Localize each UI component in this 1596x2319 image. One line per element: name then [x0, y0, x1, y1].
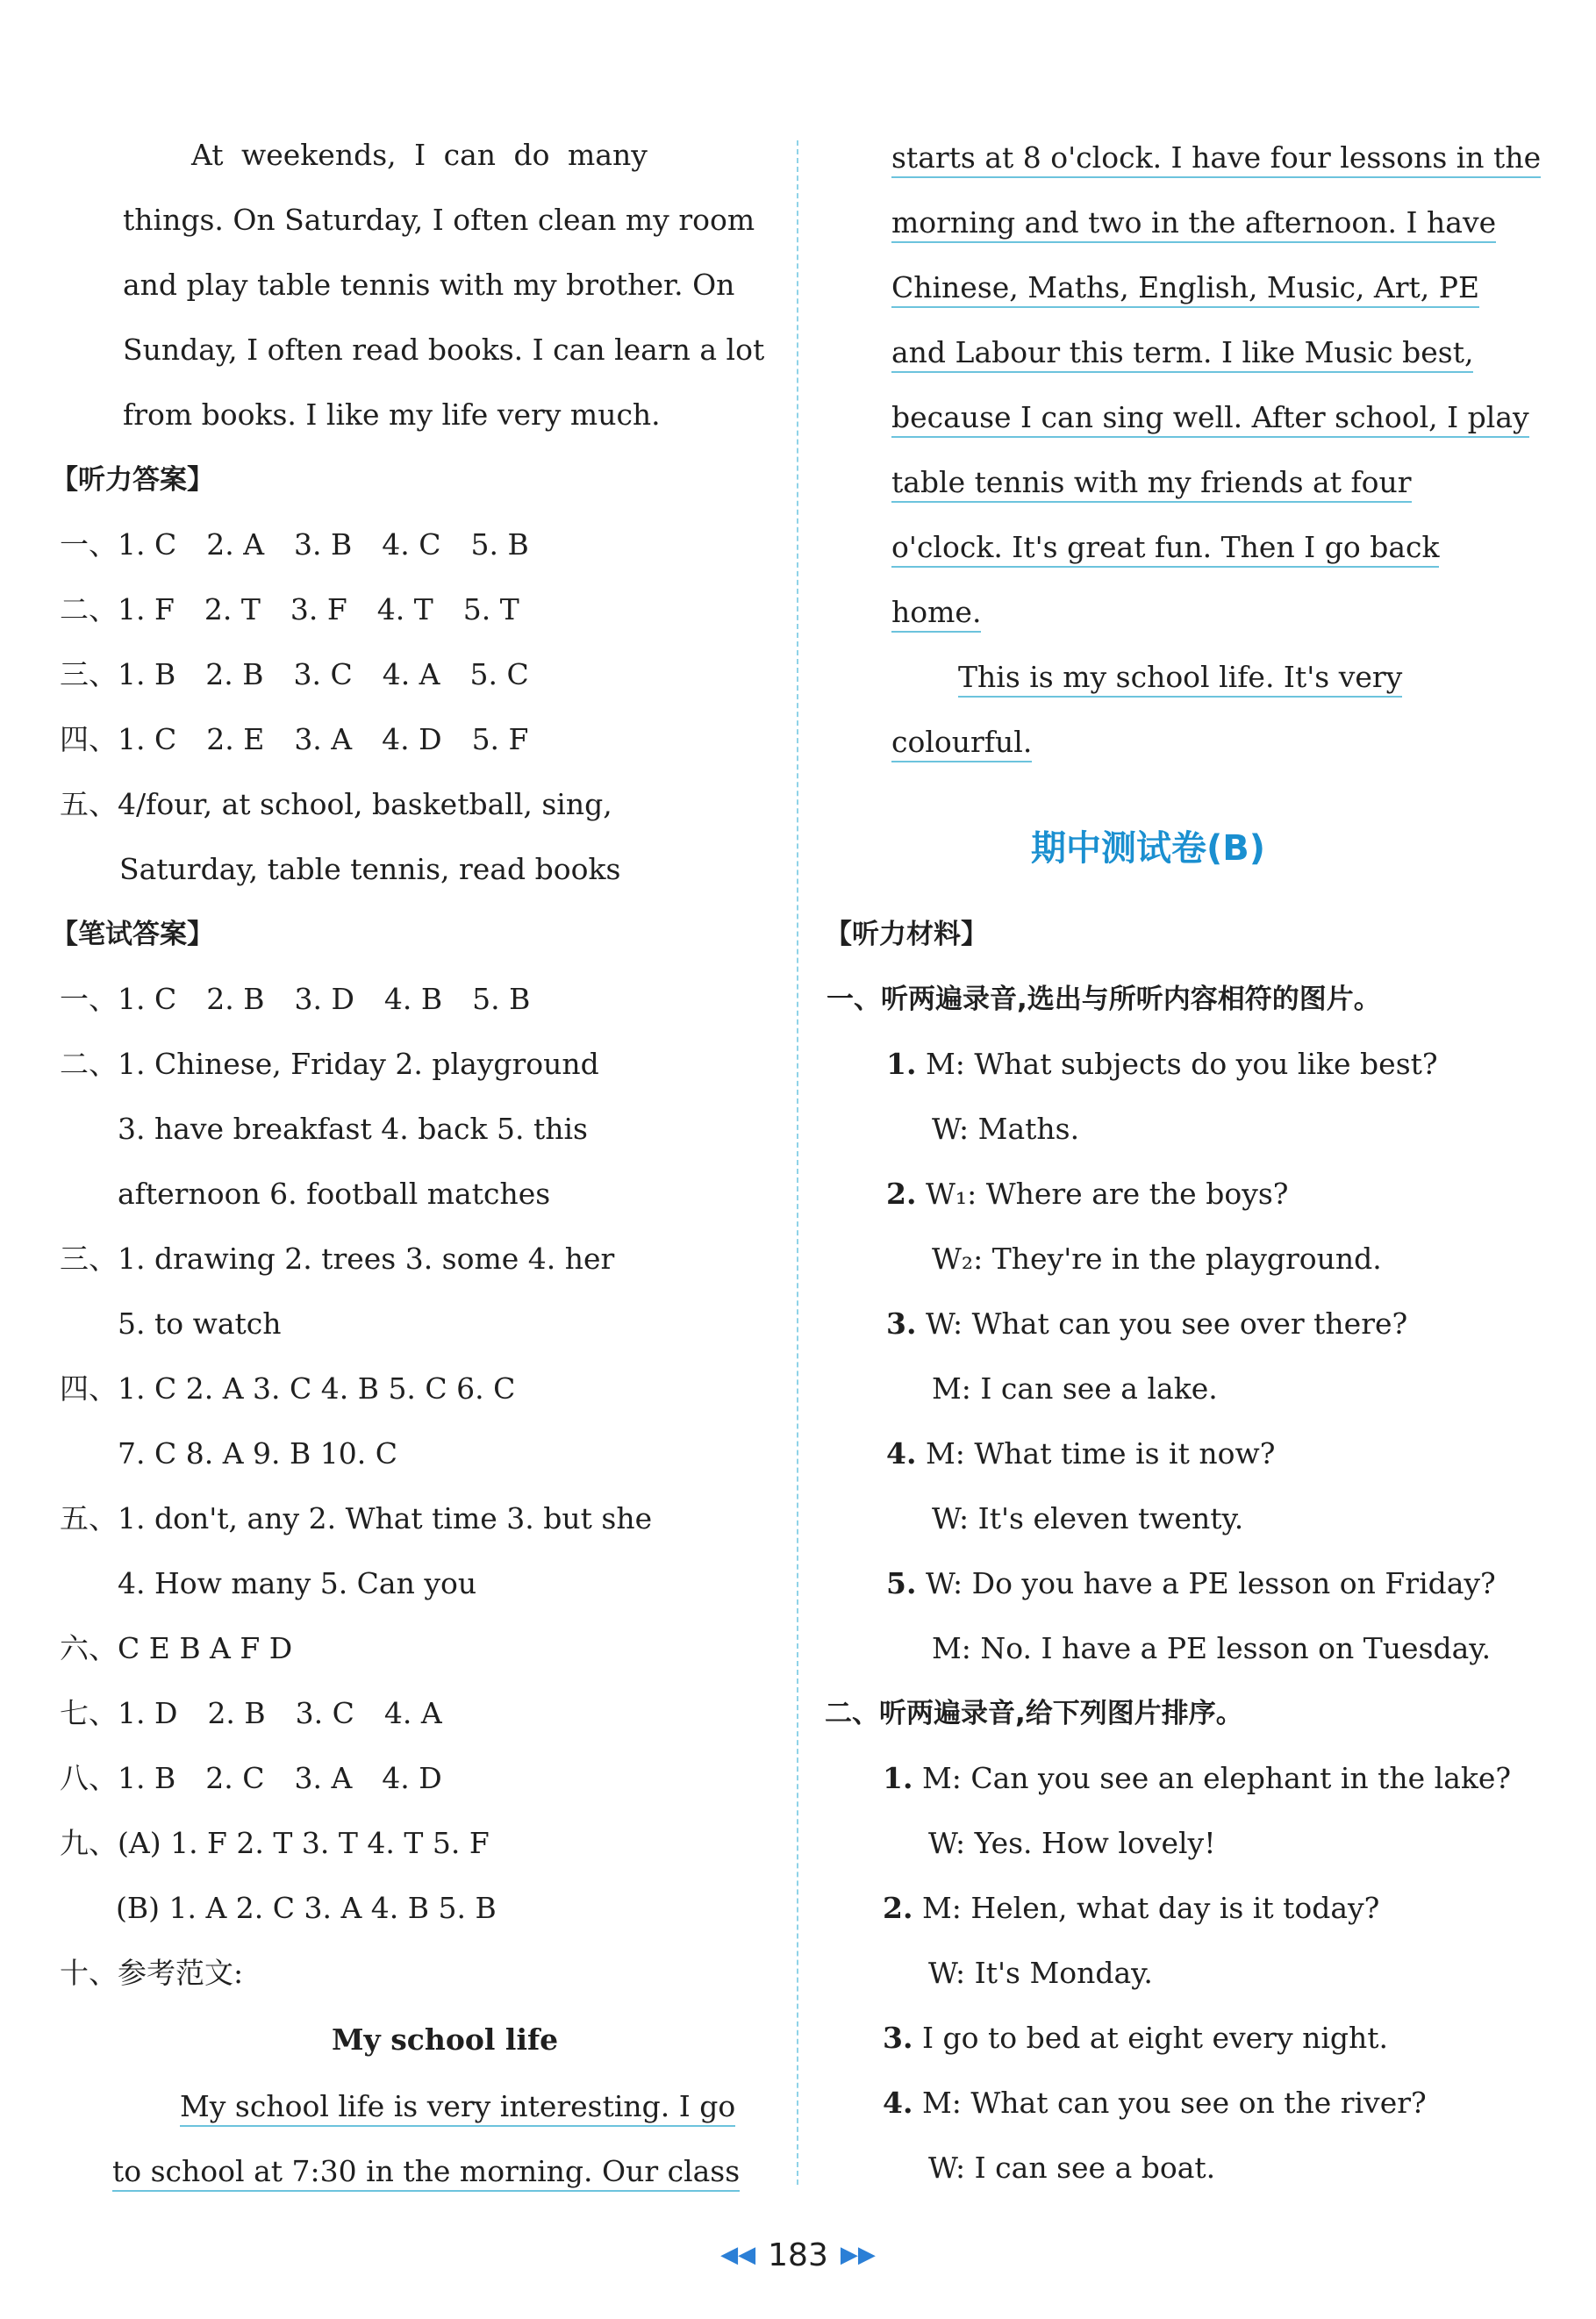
essay-line-11: This is my school life. It's very: [958, 658, 1402, 697]
part2-heading: 二、听两遍录音,给下列图片排序。: [825, 1698, 1243, 1729]
dialogue-line: W: I can see a boat.: [928, 2151, 1216, 2185]
dialogue-line: 1. M: Can you see an elephant in the lake?: [883, 1761, 1512, 1795]
dialogue-line: W: Maths.: [932, 1112, 1080, 1146]
written-answer-row-9: 九、(A) 1. F 2. T 3. T 4. T 5. F: [60, 1826, 490, 1860]
next-page-icon: ▶▶: [840, 2242, 876, 2268]
dialogue-line: 3. W: What can you see over there?: [886, 1306, 1408, 1341]
essay-line-2: to school at 7:30 in the morning. Our class: [112, 2152, 740, 2191]
written-answer-row-2: 二、1. Chinese, Friday 2. playground: [60, 1047, 599, 1081]
dialogue-line: M: No. I have a PE lesson on Tuesday.: [932, 1631, 1492, 1665]
written-answer-row-5b: 4. How many 5. Can you: [118, 1566, 477, 1600]
listening-answer-row-2: 二、1. F 2. T 3. F 4. T 5. T: [60, 592, 519, 626]
essay-line-4: morning and two in the afternoon. I have: [891, 204, 1496, 242]
passage-line-4: Sunday, I often read books. I can learn a lot: [123, 333, 765, 367]
essay-line-6: and Labour this term. I like Music best,: [891, 333, 1473, 372]
listening-answer-row-5b: Saturday, table tennis, read books: [119, 852, 621, 886]
passage-line-3: and play table tennis with my brother. On: [123, 268, 735, 302]
column-divider: [797, 140, 798, 2185]
written-answer-row-6: 六、C E B A F D: [60, 1631, 293, 1665]
prev-page-icon: ◀◀: [720, 2242, 756, 2268]
dialogue-line: M: I can see a lake.: [932, 1371, 1218, 1406]
listening-answer-row-5: 五、4/four, at school, basketball, sing,: [60, 787, 612, 821]
dialogue-line: 1. M: What subjects do you like best?: [886, 1047, 1438, 1081]
essay-line-12: colourful.: [891, 723, 1032, 762]
part1-heading: 一、听两遍录音,选出与所听内容相符的图片。: [827, 984, 1381, 1015]
written-answer-row-3: 三、1. drawing 2. trees 3. some 4. her: [60, 1242, 615, 1276]
essay-line-9: o'clock. It's great fun. Then I go back: [891, 528, 1439, 567]
dialogue-line: 4. M: What can you see on the river?: [883, 2086, 1427, 2120]
dialogue-line: 4. M: What time is it now?: [886, 1436, 1276, 1471]
passage-line-1: At weekends, I can do many: [191, 138, 648, 172]
listening-answers-heading: 【听力答案】: [51, 464, 214, 496]
written-answer-row-7: 七、1. D 2. B 3. C 4. A: [60, 1696, 442, 1730]
written-answer-row-2c: afternoon 6. football matches: [118, 1177, 551, 1211]
dialogue-line: W: It's eleven twenty.: [932, 1501, 1244, 1535]
essay-line-3: starts at 8 o'clock. I have four lessons in the: [891, 139, 1541, 177]
materials-heading: 【听力材料】: [825, 919, 988, 950]
dialogue-line: W₂: They're in the playground.: [932, 1242, 1382, 1276]
page-number: 183: [768, 2237, 828, 2273]
dialogue-line: W: It's Monday.: [928, 1956, 1153, 1990]
passage-line-2: things. On Saturday, I often clean my room: [123, 203, 755, 237]
listening-answer-row-3: 三、1. B 2. B 3. C 4. A 5. C: [60, 657, 529, 691]
dialogue-line: 2. W₁: Where are the boys?: [886, 1177, 1289, 1211]
essay-line-8: table tennis with my friends at four: [891, 463, 1412, 502]
essay-line-10: home.: [891, 593, 981, 632]
dialogue-line: 2. M: Helen, what day is it today?: [883, 1891, 1380, 1925]
dialogue-line: 3. I go to bed at eight every night.: [883, 2021, 1389, 2055]
essay-line-7: because I can sing well. After school, I play: [891, 398, 1529, 437]
essay-line-1: My school life is very interesting. I go: [180, 2087, 735, 2126]
passage-line-5: from books. I like my life very much.: [123, 397, 661, 432]
listening-answer-row-1: 一、1. C 2. A 3. B 4. C 5. B: [60, 527, 529, 562]
written-answer-row-2b: 3. have breakfast 4. back 5. this: [118, 1112, 588, 1146]
essay-line-5: Chinese, Maths, English, Music, Art, PE: [891, 268, 1479, 307]
written-answer-row-8: 八、1. B 2. C 3. A 4. D: [60, 1761, 442, 1795]
dialogue-line: 5. W: Do you have a PE lesson on Friday?: [886, 1566, 1496, 1600]
written-answers-heading: 【笔试答案】: [51, 919, 214, 950]
written-answer-row-10: 十、参考范文:: [60, 1956, 244, 1990]
test-title: 期中测试卷(B): [1031, 828, 1266, 869]
page-footer: [0, 2236, 1596, 2273]
listening-answer-row-4: 四、1. C 2. E 3. A 4. D 5. F: [60, 722, 529, 756]
written-answer-row-5: 五、1. don't, any 2. What time 3. but she: [60, 1501, 653, 1535]
written-answer-row-9b: (B) 1. A 2. C 3. A 4. B 5. B: [116, 1891, 497, 1925]
dialogue-line: W: Yes. How lovely!: [928, 1826, 1216, 1860]
written-answer-row-4b: 7. C 8. A 9. B 10. C: [118, 1436, 397, 1471]
written-answer-row-1: 一、1. C 2. B 3. D 4. B 5. B: [60, 982, 531, 1016]
written-answer-row-4: 四、1. C 2. A 3. C 4. B 5. C 6. C: [60, 1371, 516, 1406]
written-answer-row-3b: 5. to watch: [118, 1306, 282, 1341]
essay-title: My school life: [332, 2022, 559, 2057]
